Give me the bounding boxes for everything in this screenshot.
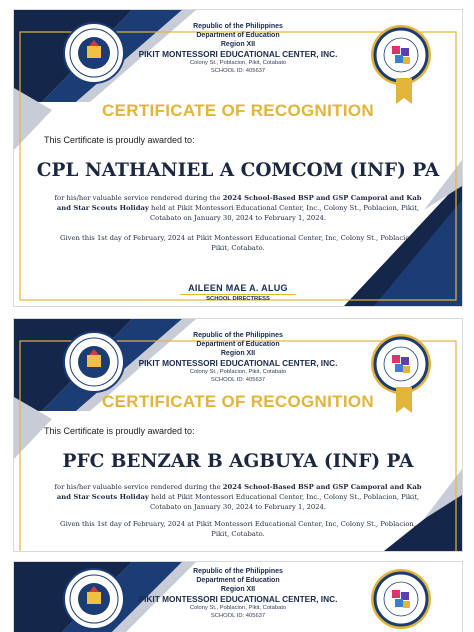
certificate-1 — [14, 10, 462, 306]
certificate-title: CERTIFICATE OF RECOGNITION — [102, 392, 374, 411]
certificate-3 — [14, 562, 462, 632]
header-school-name: PIKIT MONTESSORI EDUCATIONAL CENTER, INC. — [138, 358, 338, 368]
header-block — [14, 567, 462, 620]
header-school-id: SCHOOL ID: 405637 — [210, 376, 266, 383]
signatory-role: SCHOOL DIRECTRESS — [206, 296, 270, 302]
header-address: Colony St., Poblacion, Pikit, Cotabato — [189, 369, 287, 375]
header-block — [14, 22, 462, 75]
citation-text — [54, 482, 422, 512]
header-school-name: PIKIT MONTESSORI EDUCATIONAL CENTER, INC. — [138, 594, 338, 604]
citation-part2: held at Pikit Montessori Educational Center, Inc., Colony St., Poblacion, Pikit, Cotabato on January 30, 2024 to February 1, 2024. — [148, 493, 420, 511]
header-region: Region XII — [220, 586, 256, 593]
header-republic: Republic of the Philippines — [193, 568, 283, 575]
header-department: Department of Education — [196, 341, 280, 348]
awarded-text: This Certificate is proudly awarded to: — [44, 426, 195, 436]
header-region: Region XII — [220, 41, 256, 48]
header-republic: Republic of the Philippines — [193, 332, 283, 339]
awarded-text: This Certificate is proudly awarded to: — [44, 135, 195, 145]
signature-line — [180, 294, 296, 295]
recipient-name: PFC BENZAR B AGBUYA (INF) PA — [62, 451, 414, 472]
signatory-name: AILEEN MAE A. ALUG — [188, 283, 288, 293]
given-text: Given this 1st day of February, 2024 at Pikit Montessori Educational Center, Inc, Colony St., Poblacion, Pikit, Cotabato. — [60, 234, 416, 252]
header-address: Colony St., Poblacion, Pikit, Cotabato — [189, 605, 287, 611]
header-department: Department of Education — [196, 577, 280, 584]
header-region: Region XII — [220, 350, 256, 357]
certificate-2 — [14, 319, 462, 551]
certificate-title: CERTIFICATE OF RECOGNITION — [102, 101, 374, 120]
header-department: Department of Education — [196, 32, 280, 39]
header-school-id: SCHOOL ID: 405637 — [210, 612, 266, 619]
header-school-name: PIKIT MONTESSORI EDUCATIONAL CENTER, INC. — [138, 49, 338, 59]
citation-event: 2024 School-Based BSP and GSP Camporal and Kab and Star Scouts Holiday — [56, 194, 422, 212]
given-text: Given this 1st day of February, 2024 at Pikit Montessori Educational Center, Inc, Colony St., Poblacion, Pikit, Cotabato. — [60, 520, 416, 538]
header-republic: Republic of the Philippines — [193, 23, 283, 30]
citation-event: 2024 School-Based BSP and GSP Camporal and Kab and Star Scouts Holiday — [56, 483, 422, 501]
recipient-name: CPL NATHANIEL A COMCOM (INF) PA — [36, 160, 440, 181]
header-block — [14, 331, 462, 384]
citation-text — [54, 193, 422, 223]
citation-part2: held at Pikit Montessori Educational Center, Inc., Colony St., Poblacion, Pikit, Cotabato on January 30, 2024 to February 1, 2024. — [148, 204, 420, 222]
header-address: Colony St., Poblacion, Pikit, Cotabato — [189, 60, 287, 66]
citation-part1: for his/her valuable service rendered during the — [54, 194, 223, 202]
header-school-id: SCHOOL ID: 405637 — [210, 67, 266, 74]
citation-part1: for his/her valuable service rendered during the — [54, 483, 223, 491]
